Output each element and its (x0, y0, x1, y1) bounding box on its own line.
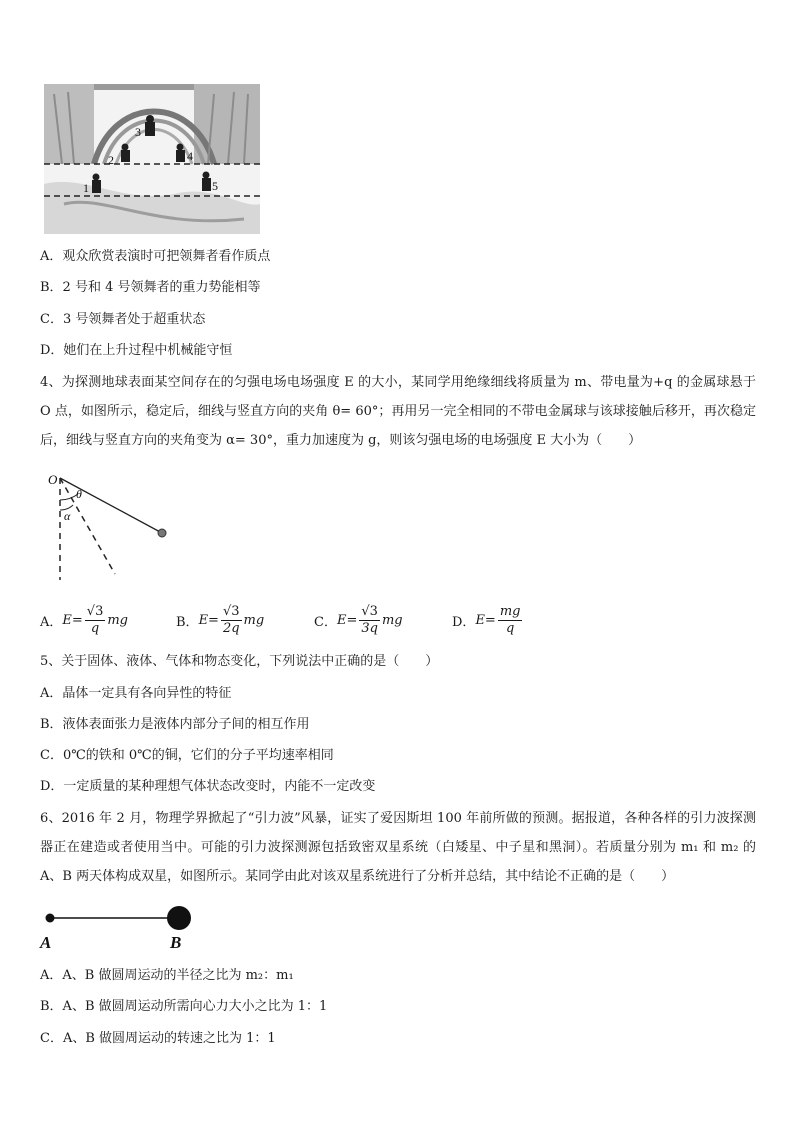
q5-option-b: B．液体表面张力是液体内部分子间的相互作用 (40, 717, 310, 732)
dancer-label: 4 (187, 149, 193, 163)
option-letter: D． (452, 614, 476, 630)
pendulum-figure (40, 470, 190, 582)
option-lhs: E= (475, 612, 496, 628)
q3-option-a: A．观众欣赏表演时可把领舞者看作质点 (40, 249, 271, 264)
fraction-denominator: q (505, 620, 515, 636)
dancer-label: 3 (135, 125, 141, 139)
fraction (221, 604, 242, 637)
q6-stem: 6、2016 年 2 月，物理学界掀起了“引力波”风暴，证实了爱因斯坦 100 年前所做的预测。据报道，各种各样的引力波探测器正在建造或者使用当中。可能的引力波探测源包括致密双星系统（白矮星、中子星和黑洞）。若质量分别为 m₁ 和 m₂ 的 A、B 两天体构成双星，如图所示。某同学由此对该双星系统进行了分析并总结，其中结论不正确的是（ ） (40, 811, 756, 884)
pendulum-diagram (40, 470, 190, 582)
fraction-numerator: √3 (86, 603, 104, 619)
star-a-label: A (40, 933, 52, 952)
option-tail: mg (381, 612, 403, 628)
q5-stem: 5、关于固体、液体、气体和物态变化，下列说法中正确的是（ ） (40, 654, 439, 669)
star-a (46, 914, 55, 923)
dancer-label: 2 (108, 153, 114, 167)
fraction-denominator: q (90, 620, 100, 636)
dancer-label: 1 (83, 181, 89, 195)
q6-option-c: C．A、B 做圆周运动的转速之比为 1：1 (40, 1031, 276, 1046)
q6-option-a: A．A、B 做圆周运动的半径之比为 m₂：m₁ (40, 968, 294, 983)
binary-star-diagram (36, 902, 206, 952)
q4-option-b (176, 600, 264, 640)
fraction-denominator: 2q (222, 620, 240, 636)
theta-label: θ (76, 487, 82, 501)
fraction-numerator: √3 (222, 603, 240, 619)
q3-option-c: C．3 号领舞者处于超重状态 (40, 312, 206, 327)
q3-option-b: B．2 号和 4 号领舞者的重力势能相等 (40, 280, 261, 295)
star-b-label: B (170, 933, 182, 952)
q5-option-a: A．晶体一定具有各向异性的特征 (40, 686, 232, 701)
dancer-label: 5 (212, 179, 218, 193)
binary-star-figure (36, 902, 206, 952)
q3-option-d: D．她们在上升过程中机械能守恒 (40, 343, 233, 358)
alpha-label: α (64, 509, 71, 523)
dancers-photo-figure (44, 84, 260, 234)
option-letter: A． (40, 614, 63, 630)
q6-option-b: B．A、B 做圆周运动所需向心力大小之比为 1：1 (40, 999, 328, 1014)
q4-stem: 4、为探测地球表面某空间存在的匀强电场电场强度 E 的大小，某同学用绝缘细线将质量为 m、带电量为+q 的金属球悬于 O 点，如图所示，稳定后，细线与竖直方向的夹角 θ= 60°；再用另一完全相同的不带电金属球与该球接触后移开，再次稳定后，细线与竖直方向的夹角变为 α= 30°，重力加速度为 g，则该匀强电场的电场强度 E 大小为（ ） (40, 375, 756, 448)
q4-option-c (314, 600, 403, 640)
fraction-numerator: mg (499, 603, 521, 619)
option-lhs: E= (336, 612, 358, 628)
q4-option-d (452, 600, 524, 640)
q5-option-c: C．0℃的铁和 0℃的铜，它们的分子平均速率相同 (40, 748, 334, 763)
fraction-denominator: 3q (361, 620, 378, 636)
fraction (359, 604, 380, 637)
q4-option-a (40, 600, 128, 640)
star-b (167, 906, 191, 930)
dancers-photo-illustration (44, 84, 260, 234)
option-lhs: E= (198, 612, 219, 628)
option-letter: C． (314, 614, 337, 630)
option-letter: B． (176, 614, 199, 630)
fraction (85, 604, 106, 637)
option-tail: mg (243, 612, 265, 628)
point-o-label: O (48, 472, 58, 487)
option-lhs: E= (62, 612, 83, 628)
q5-option-d: D．一定质量的某种理想气体状态改变时，内能不一定改变 (40, 779, 376, 794)
option-tail: mg (107, 612, 128, 628)
fraction (498, 604, 523, 637)
fraction-numerator: √3 (361, 603, 378, 619)
